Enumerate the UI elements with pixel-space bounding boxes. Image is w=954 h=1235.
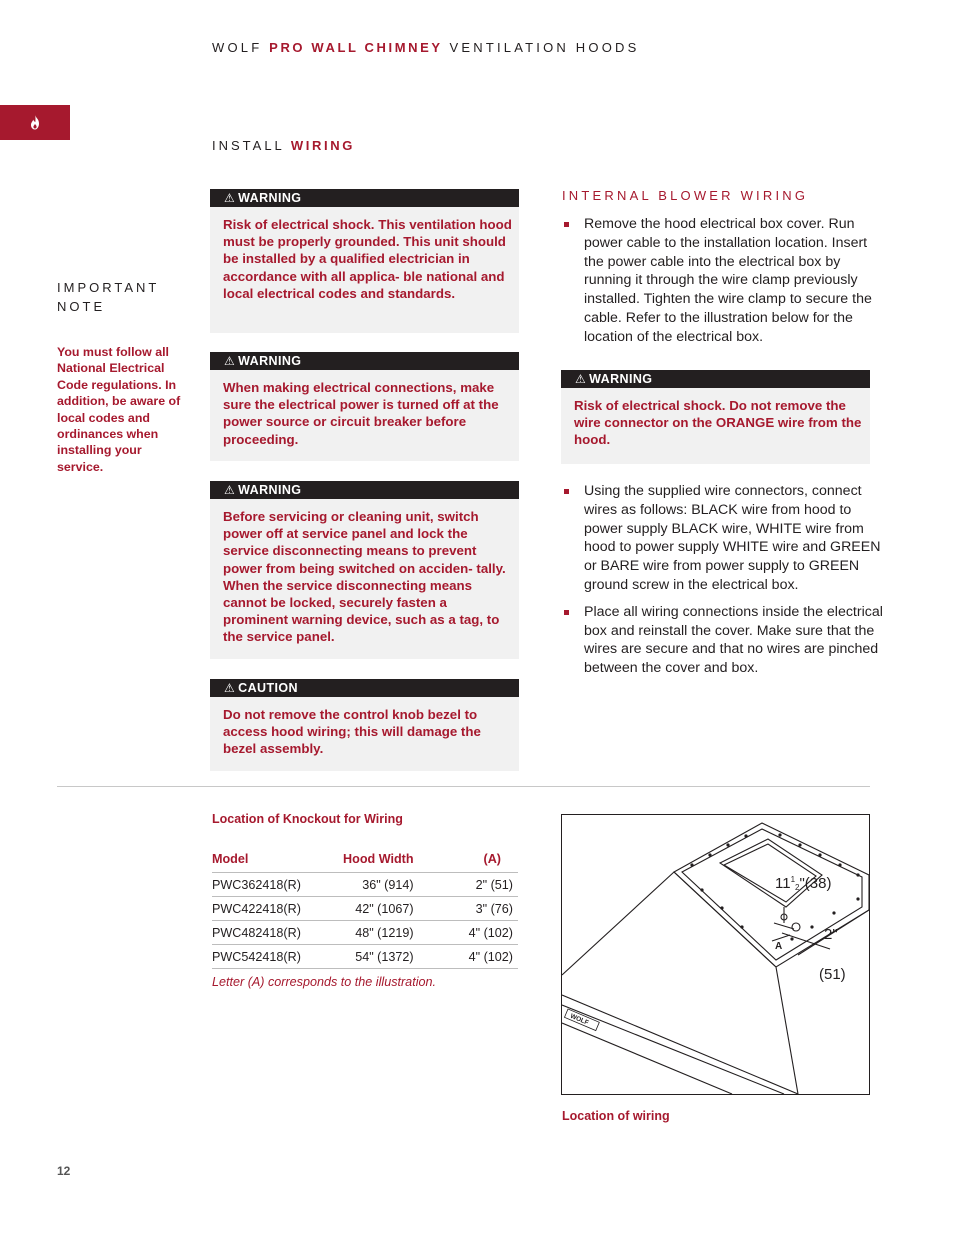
knockout-table: [212, 848, 518, 969]
wolf-logo-plate: [564, 1009, 599, 1031]
important-note-heading: [57, 278, 159, 316]
caution-box-bezel: [210, 679, 519, 771]
caution-label: CAUTION: [238, 681, 298, 695]
wolf-logo: WOLF: [569, 1012, 590, 1027]
cell-model: PWC542418(R): [212, 945, 301, 969]
warning-label: WARNING: [238, 483, 302, 497]
warning-triangle-icon: ⚠: [224, 354, 236, 368]
cell-a: 4" (102): [436, 921, 518, 945]
table-header-row: [212, 848, 518, 873]
table-row: [212, 945, 518, 969]
cell-a: 2" (51): [436, 873, 518, 897]
warning-triangle-icon: ⚠: [224, 483, 236, 497]
cell-hood-width: 42" (1067): [301, 897, 436, 921]
cell-a: 3" (76): [436, 897, 518, 921]
section-title: [212, 138, 355, 153]
dim1-num: 11: [775, 875, 791, 892]
caution-triangle-icon: ⚠: [224, 681, 236, 695]
warning-bar: [561, 370, 870, 388]
wiring-location-illustration: [561, 814, 870, 1095]
label-a: A: [775, 941, 783, 952]
section-prefix: INSTALL: [212, 138, 285, 153]
bullet-list-2: [562, 482, 884, 686]
warning-bar: [210, 352, 519, 370]
dim2-mm: (51): [819, 966, 846, 983]
dim2-inches: 2": [824, 926, 838, 943]
warning-label: WARNING: [589, 372, 653, 386]
table-row: [212, 897, 518, 921]
bullet-item: Using the supplied wire connectors, connect wires as follows: BLACK wire from hood to power supply BLACK wire, WHITE wire from hood to power supply WHITE wire and GREEN or BARE wire from power supply to GREEN ground screw in the electrical box.: [562, 482, 884, 595]
svg-text:1112"(38): [775, 875, 831, 892]
cell-model: PWC362418(R): [212, 873, 301, 897]
cell-model: PWC422418(R): [212, 897, 301, 921]
caution-text: Do not remove the control knob bezel to access hood wiring; this will damage the bezel assembly.: [223, 707, 481, 757]
warning-box-servicing: [210, 481, 519, 659]
warning-bar: [210, 481, 519, 499]
warning-box-power-off: [210, 352, 519, 461]
bullet-list-1: [562, 215, 884, 355]
warning-box-grounding: [210, 189, 519, 333]
warning-text: When making electrical connections, make sure the electrical power is turned off at the power source or circuit breaker before proceeding.: [223, 380, 499, 447]
hood-drawing: [562, 815, 869, 1094]
warning-label: WARNING: [238, 354, 302, 368]
dim1-frac-top: 1: [790, 875, 796, 884]
warning-text: Risk of electrical shock. Do not remove the wire connector on the ORANGE wire from the hood.: [574, 398, 862, 448]
header-product: PRO WALL CHIMNEY: [269, 40, 443, 55]
flame-icon: [28, 114, 42, 131]
running-header: [212, 40, 639, 55]
table-row: [212, 921, 518, 945]
warning-box-orange-wire: [561, 370, 870, 464]
bullet-item: Remove the hood electrical box cover. Run power cable to the installation location. Insert the power cable into the electrical box by running it through the wire clamp previously installed. Tighten the wire clamp to secure the cable. Refer to the illustration below for the location of the electrical box.: [562, 215, 884, 347]
table-title: Location of Knockout for Wiring: [212, 812, 403, 826]
section-title-text: WIRING: [290, 138, 355, 153]
warning-bar: [210, 189, 519, 207]
warning-label: WARNING: [238, 191, 302, 205]
cell-hood-width: 36" (914): [301, 873, 436, 897]
warning-text: Before servicing or cleaning unit, switch power off at service panel and lock the service disconnecting means to prevent power from being switched on acciden- tally. When the service disconnecting means cannot be locked, securely fasten a prominent warning device, such as a tag, to the service panel.: [223, 509, 506, 645]
section-tab: [0, 105, 70, 140]
cell-hood-width: 48" (1219): [301, 921, 436, 945]
header-brand: WOLF: [212, 40, 263, 55]
cell-a: 4" (102): [436, 945, 518, 969]
cell-model: PWC482418(R): [212, 921, 301, 945]
warning-triangle-icon: ⚠: [224, 191, 236, 205]
cell-hood-width: 54" (1372): [301, 945, 436, 969]
table-row: [212, 873, 518, 897]
important-note-line2: NOTE: [57, 299, 106, 314]
important-note-text: You must follow all National Electrical Code regulations. In addition, be aware of local codes and ordinances when installing your service.: [57, 345, 181, 474]
bullet-item: Place all wiring connections inside the electrical box and reinstall the cover. Make sure that the wires are secure and that no wires are pinched between the cover and box.: [562, 603, 884, 678]
column-header-model: Model: [212, 848, 301, 873]
warning-triangle-icon: ⚠: [575, 372, 587, 386]
illustration-caption: Location of wiring: [562, 1109, 670, 1123]
caution-bar: [210, 679, 519, 697]
dim1-frac-bot: 2: [795, 883, 800, 892]
table-footnote: Letter (A) corresponds to the illustration.: [212, 975, 436, 989]
column-header-hood-width: Hood Width: [301, 848, 436, 873]
important-note-line1: IMPORTANT: [57, 280, 160, 295]
dim1-rest: "(38): [799, 875, 832, 892]
internal-blower-heading: INTERNAL BLOWER WIRING: [562, 188, 809, 203]
column-header-a: (A): [436, 848, 518, 873]
header-suffix: VENTILATION HOODS: [449, 40, 640, 55]
warning-text: Risk of electrical shock. This ventilation hood must be properly grounded. This unit should be installed by a qualified electrician in accordance with all applica- ble national and local electrical codes and standards.: [223, 217, 512, 301]
page-number: 12: [57, 1164, 71, 1178]
section-divider: [57, 786, 870, 787]
